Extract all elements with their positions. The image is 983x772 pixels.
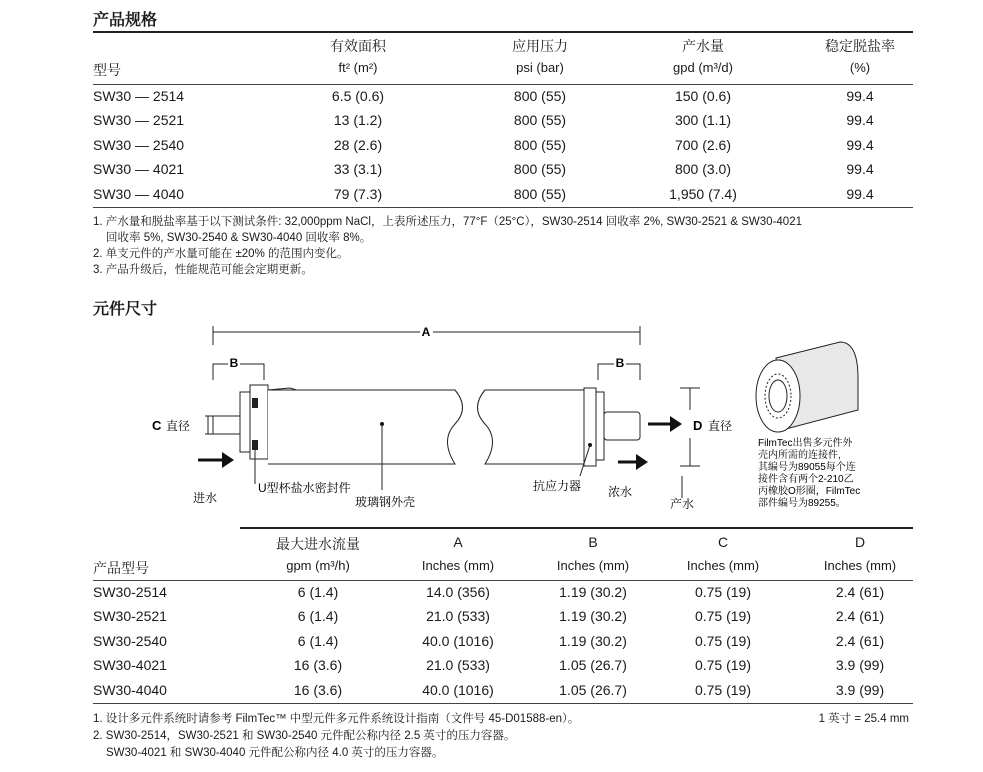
- connector-icon: [756, 342, 858, 432]
- spec-header-flow-unit: gpd (m³/d): [673, 60, 733, 75]
- dim-cell-model: SW30-2521: [93, 608, 167, 625]
- unit-conversion: 1 英寸 = 25.4 mm: [818, 713, 909, 725]
- dim-cell-c: 0.75 (19): [694, 632, 752, 649]
- spec-cell-rejection: 99.4: [846, 136, 874, 153]
- spec-note-1-cont: 回收率 5%, SW30-2540 & SW30-4040 回收率 8%。: [106, 232, 372, 244]
- spec-cell-area: 33 (3.1): [333, 161, 383, 178]
- dim-cell-d: 2.4 (61): [835, 584, 885, 600]
- dim-note-2: 2. SW30-2514，SW30-2521 和 SW30-2540 元件配公称内径 2.5 英寸的压力容器。: [93, 730, 516, 742]
- dim-table-header: [93, 530, 913, 580]
- dim-cell-model: SW30-4040: [93, 681, 167, 698]
- dim-d-label: D: [693, 418, 703, 433]
- spec-cell-model: SW30 — 2521: [93, 112, 185, 129]
- spec-table-bottom-rule: [93, 207, 913, 208]
- fiberglass-shell-left: [268, 390, 463, 464]
- connector-note: FilmTec出售多元件外 壳内所需的连接件, 其编号为89055每个连 接件含有两个2-210乙 丙橡胶O形圈，FilmTec 部件编号为89255。: [758, 438, 861, 509]
- spec-note-3: 3. 产品升级后，性能规范可能会定期更新。: [93, 264, 313, 276]
- spec-note-2: 2. 单支元件的产水量可能在 ±20% 的范围内变化。: [93, 248, 349, 260]
- dim-header-a-unit: Inches (mm): [421, 558, 495, 573]
- dim-header-c-unit: Inches (mm): [686, 558, 760, 573]
- dim-cell-model: SW30-2514: [93, 584, 167, 600]
- spec-cell-area: 13 (1.2): [333, 112, 383, 129]
- dim-note-1: 1. 设计多元件系统时请参考 FilmTec™ 中型元件多元件系统设计指南（文件号 45-D01588-en）。: [93, 713, 580, 725]
- spec-header-flow: 产水量: [682, 38, 724, 54]
- dim-cell-d: 2.4 (61): [835, 608, 885, 625]
- spec-note-1: 1. 产水量和脱盐率基于以下测试条件: 32,000ppm NaCl，上表所述压力，77°F（25°C），SW30-2514 回收率 2%, SW30-2521 & SW30-4021: [93, 216, 802, 228]
- dim-cell-a: 21.0 (533): [426, 608, 490, 625]
- dim-header-max-flow-unit: gpm (m³/h): [286, 558, 350, 573]
- concentrate-label: 浓水: [608, 485, 633, 499]
- dim-header-d: D: [854, 534, 866, 550]
- dim-c-label: C: [152, 418, 162, 433]
- spec-cell-pressure: 800 (55): [513, 161, 567, 178]
- dim-note-2-cont: SW30-4021 和 SW30-4040 元件配公称内径 4.0 英寸的压力容器。: [106, 747, 444, 759]
- dim-cell-model: SW30-2540: [93, 632, 167, 649]
- dim-table-row: [93, 581, 913, 605]
- spec-header-rejection: 稳定脱盐率: [825, 38, 895, 54]
- dim-cell-a: 40.0 (1016): [422, 681, 494, 698]
- dim-header-b-unit: Inches (mm): [556, 558, 630, 573]
- dim-header-b: B: [588, 534, 598, 550]
- dim-c-text: 直径: [166, 419, 191, 433]
- spec-cell-flow: 300 (1.1): [674, 112, 732, 129]
- end-cap-right: [584, 388, 596, 466]
- dim-cell-c: 0.75 (19): [694, 657, 752, 674]
- spec-header-rejection-unit: (%): [849, 60, 871, 75]
- spec-cell-area: 79 (7.3): [333, 185, 383, 202]
- spec-cell-pressure: 800 (55): [513, 88, 567, 104]
- spec-cell-area: 6.5 (0.6): [331, 88, 385, 104]
- atd-label: 抗应力器: [533, 479, 582, 493]
- dim-table-bottom-rule: [93, 703, 913, 704]
- spec-cell-flow: 1,950 (7.4): [669, 185, 737, 202]
- dim-cell-a: 40.0 (1016): [422, 632, 494, 649]
- spec-cell-rejection: 99.4: [846, 161, 874, 178]
- spec-cell-model: SW30 — 2540: [93, 136, 185, 153]
- spec-cell-pressure: 800 (55): [513, 136, 567, 153]
- spec-header-pressure-unit: psi (bar): [516, 60, 564, 75]
- fiberglass-shell-right: [478, 390, 593, 464]
- dim-cell-c: 0.75 (19): [694, 681, 752, 698]
- spec-cell-flow: 700 (2.6): [674, 136, 732, 153]
- dim-b-left-label: B: [229, 356, 239, 370]
- dim-cell-flow: 16 (3.6): [293, 681, 343, 698]
- spec-table-row: [93, 109, 913, 133]
- dim-table-row: [93, 605, 913, 629]
- spec-header-area-unit: ft² (m²): [338, 60, 378, 75]
- dim-d-text: 直径: [708, 419, 733, 433]
- dim-cell-b: 1.05 (26.7): [559, 681, 627, 698]
- dim-cell-b: 1.05 (26.7): [559, 657, 627, 674]
- spec-cell-rejection: 99.4: [846, 112, 874, 129]
- spec-cell-model: SW30 — 4040: [93, 185, 185, 202]
- feed-label: 进水: [193, 491, 218, 505]
- dim-table-top-rule: [240, 527, 913, 529]
- spec-header-pressure: 应用压力: [512, 38, 568, 54]
- seal-label: U型杯盐水密封件: [258, 481, 351, 495]
- element-dimension-diagram: [0, 318, 983, 518]
- dim-cell-c: 0.75 (19): [694, 584, 752, 600]
- spec-cell-flow: 150 (0.6): [674, 88, 732, 104]
- dim-a-label: A: [421, 325, 431, 339]
- permeate-label: 产水: [669, 497, 695, 511]
- spec-header-area: 有效面积: [330, 38, 386, 54]
- spec-cell-pressure: 800 (55): [513, 112, 567, 129]
- spec-table-row: [93, 134, 913, 158]
- dim-header-a: A: [453, 534, 463, 550]
- spec-table-top-rule: [93, 31, 913, 33]
- spec-cell-model: SW30 — 4021: [93, 161, 185, 178]
- shell-label: 玻璃钢外壳: [355, 495, 416, 509]
- dim-header-max-flow: 最大进水流量: [276, 536, 360, 552]
- dim-header-d-unit: Inches (mm): [823, 558, 897, 573]
- spec-cell-area: 28 (2.6): [333, 136, 383, 153]
- dim-cell-c: 0.75 (19): [694, 608, 752, 625]
- dim-cell-flow: 16 (3.6): [293, 657, 343, 674]
- spec-table-header: [93, 34, 913, 84]
- permeate-tube-right: [604, 412, 640, 440]
- dim-cell-b: 1.19 (30.2): [559, 632, 627, 649]
- spec-cell-rejection: 99.4: [846, 88, 874, 104]
- dim-cell-d: 3.9 (99): [835, 657, 885, 674]
- dim-table-row: [93, 654, 913, 678]
- spec-cell-flow: 800 (3.0): [674, 161, 732, 178]
- dim-table-row: [93, 679, 913, 703]
- dimension-section-title: 元件尺寸: [93, 299, 158, 318]
- dim-cell-model: SW30-4021: [93, 657, 167, 674]
- spec-table-row: [93, 183, 913, 207]
- dim-cell-b: 1.19 (30.2): [559, 584, 627, 600]
- dim-cell-flow: 6 (1.4): [297, 608, 339, 625]
- dim-cell-flow: 6 (1.4): [297, 632, 339, 649]
- dim-cell-b: 1.19 (30.2): [559, 608, 627, 625]
- dim-b-right-label: B: [615, 356, 625, 370]
- spec-header-model: 型号: [93, 62, 121, 78]
- spec-cell-model: SW30 — 2514: [93, 88, 185, 104]
- spec-table-row: [93, 158, 913, 182]
- dim-cell-flow: 6 (1.4): [297, 584, 339, 600]
- spec-section-title: 产品规格: [93, 10, 158, 29]
- dim-cell-d: 3.9 (99): [835, 681, 885, 698]
- dim-cell-d: 2.4 (61): [835, 632, 885, 649]
- spec-cell-rejection: 99.4: [846, 185, 874, 202]
- dim-table-row: [93, 630, 913, 654]
- dim-header-model: 产品型号: [93, 560, 149, 576]
- dim-cell-a: 21.0 (533): [426, 657, 490, 674]
- dim-cell-a: 14.0 (356): [426, 584, 490, 600]
- spec-cell-pressure: 800 (55): [513, 185, 567, 202]
- spec-table-row: [93, 85, 913, 109]
- dim-header-c: C: [717, 534, 729, 550]
